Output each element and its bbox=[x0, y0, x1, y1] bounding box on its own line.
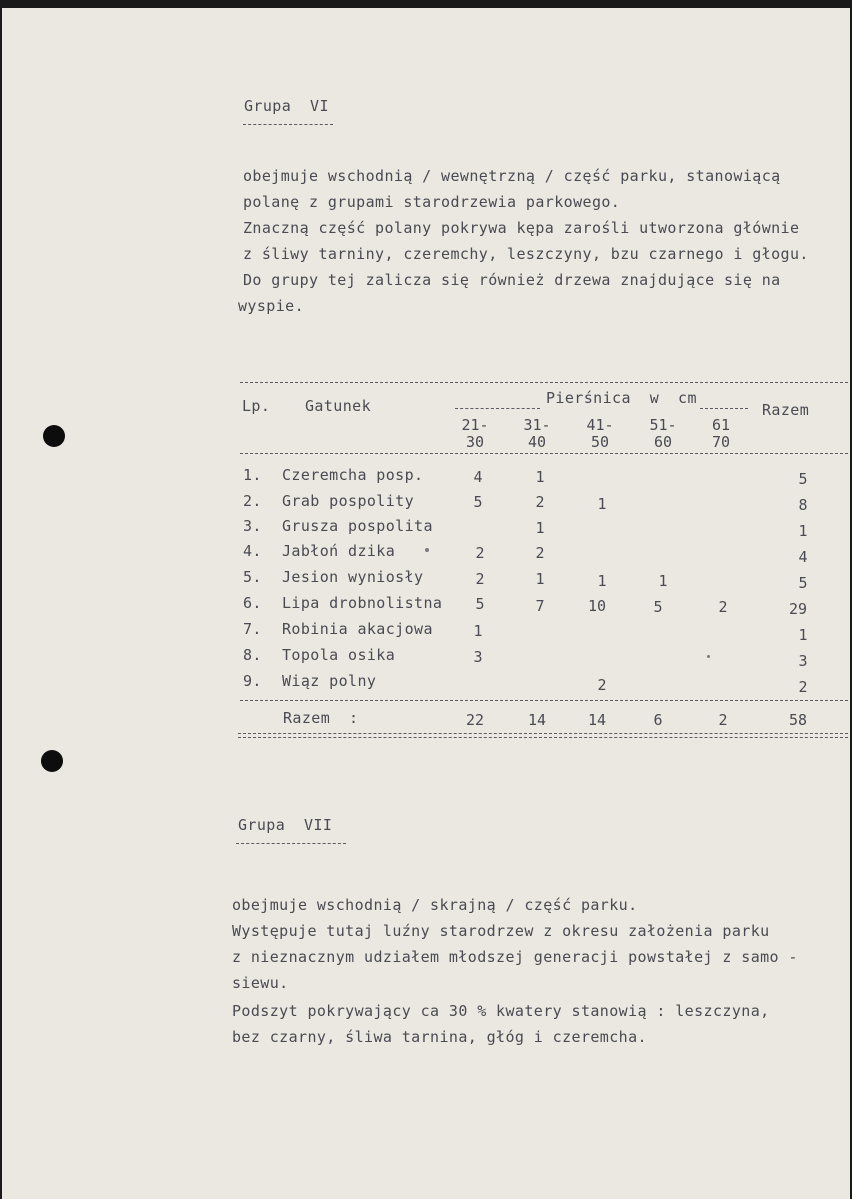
row-total: 2 bbox=[798, 678, 808, 696]
row-value: 7 bbox=[535, 597, 545, 615]
group7-line-5: Podszyt pokrywający ca 30 % kwatery stanowią : leszczyna, bbox=[232, 1002, 770, 1020]
group6-heading: Grupa VI bbox=[244, 97, 329, 115]
row-lp: 4. bbox=[243, 542, 262, 560]
ink-speck bbox=[707, 655, 710, 658]
ink-speck bbox=[425, 548, 429, 552]
row-value: 1 bbox=[473, 622, 483, 640]
row-value: 3 bbox=[473, 648, 483, 666]
row-value: 10 bbox=[587, 597, 607, 615]
totals-value: 14 bbox=[527, 711, 547, 729]
row-value: 4 bbox=[473, 468, 483, 486]
row-species: Wiąz polny bbox=[282, 672, 377, 690]
group6-line-2: polanę z grupami starodrzewia parkowego. bbox=[243, 193, 621, 211]
group6-heading-underline bbox=[243, 124, 333, 125]
totals-value: 22 bbox=[465, 711, 485, 729]
row-lp: 1. bbox=[243, 466, 262, 484]
scan-frame-top bbox=[0, 0, 852, 8]
punch-hole-top bbox=[43, 425, 65, 447]
group6-line-3: Znaczną część polany pokrywa kępa zarośli utworzona głównie bbox=[243, 219, 800, 237]
range-bottom-1: 30 bbox=[465, 433, 485, 451]
row-total: 1 bbox=[798, 522, 808, 540]
row-species: Jabłoń dzika bbox=[282, 542, 396, 560]
row-value: 2 bbox=[718, 598, 728, 616]
row-value: 2 bbox=[535, 493, 545, 511]
group7-line-6: bez czarny, śliwa tarnina, głóg i czeremcha. bbox=[232, 1028, 647, 1046]
range-top-1: 21- bbox=[461, 416, 489, 434]
range-top-4: 51- bbox=[649, 416, 677, 434]
row-value: 2 bbox=[475, 544, 485, 562]
table-header-gatunek: Gatunek bbox=[305, 397, 372, 415]
row-species: Robinia akacjowa bbox=[282, 620, 433, 638]
row-lp: 6. bbox=[243, 594, 262, 612]
row-value: 5 bbox=[475, 595, 485, 613]
table-header-razem: Razem bbox=[762, 401, 810, 419]
row-total: 1 bbox=[798, 626, 808, 644]
scan-frame-left bbox=[0, 0, 2, 1199]
group6-line-4: z śliwy tarniny, czeremchy, leszczyny, bzu czarnego i głogu. bbox=[243, 245, 809, 263]
row-species: Czeremcha posp. bbox=[282, 466, 424, 484]
table-totals-rule-top bbox=[240, 700, 848, 701]
row-lp: 8. bbox=[243, 646, 262, 664]
range-top-5: 61 bbox=[711, 416, 731, 434]
range-bottom-2: 40 bbox=[527, 433, 547, 451]
row-species: Jesion wyniosły bbox=[282, 568, 424, 586]
row-total: 8 bbox=[798, 496, 808, 514]
row-species: Lipa drobnolistna bbox=[282, 594, 443, 612]
row-lp: 7. bbox=[243, 620, 262, 638]
table-bottom-rule-double bbox=[238, 737, 848, 738]
totals-grand-total: 58 bbox=[788, 711, 808, 729]
totals-value: 2 bbox=[718, 711, 728, 729]
row-value: 1 bbox=[535, 570, 545, 588]
table-header-piersnica: Pierśnica w cm bbox=[546, 389, 697, 407]
row-value: 1 bbox=[597, 495, 607, 513]
row-value: 5 bbox=[473, 493, 483, 511]
row-value: 2 bbox=[535, 544, 545, 562]
row-species: Grusza pospolita bbox=[282, 517, 433, 535]
totals-value: 14 bbox=[587, 711, 607, 729]
totals-value: 6 bbox=[653, 711, 663, 729]
row-total: 5 bbox=[798, 470, 808, 488]
row-value: 1 bbox=[597, 572, 607, 590]
row-total: 4 bbox=[798, 548, 808, 566]
row-species: Topola osika bbox=[282, 646, 396, 664]
row-lp: 5. bbox=[243, 568, 262, 586]
table-header-rule bbox=[240, 453, 848, 454]
group7-heading-underline bbox=[236, 843, 346, 844]
row-value: 2 bbox=[597, 676, 607, 694]
row-lp: 3. bbox=[243, 517, 262, 535]
group7-line-3: z nieznacznym udziałem młodszej generacji powstałej z samo - bbox=[232, 948, 798, 966]
row-lp: 9. bbox=[243, 672, 262, 690]
range-bottom-5: 70 bbox=[711, 433, 731, 451]
group6-line-6: wyspie. bbox=[238, 297, 305, 315]
table-bottom-rule bbox=[238, 733, 848, 734]
group6-line-5: Do grupy tej zalicza się również drzewa znajdujące się na bbox=[243, 271, 781, 289]
group7-line-2: Występuje tutaj luźny starodrzew z okresu założenia parku bbox=[232, 922, 770, 940]
table-header-lp: Lp. bbox=[242, 397, 271, 415]
row-value: 1 bbox=[535, 519, 545, 537]
group7-line-1: obejmuje wschodnią / skrajną / część parku. bbox=[232, 896, 638, 914]
row-value: 2 bbox=[475, 570, 485, 588]
range-bottom-3: 50 bbox=[590, 433, 610, 451]
table-top-rule bbox=[240, 382, 848, 383]
totals-label: Razem : bbox=[283, 709, 359, 727]
group7-heading: Grupa VII bbox=[238, 816, 333, 834]
row-total: 29 bbox=[788, 600, 808, 618]
row-lp: 2. bbox=[243, 492, 262, 510]
row-total: 3 bbox=[798, 652, 808, 670]
piersnica-rule-left bbox=[455, 408, 540, 409]
row-total: 5 bbox=[798, 574, 808, 592]
row-species: Grab pospolity bbox=[282, 492, 415, 510]
range-top-3: 41- bbox=[586, 416, 614, 434]
range-top-2: 31- bbox=[523, 416, 551, 434]
group6-line-1: obejmuje wschodnią / wewnętrzną / część parku, stanowiącą bbox=[243, 167, 781, 185]
range-bottom-4: 60 bbox=[653, 433, 673, 451]
group7-line-4: siewu. bbox=[232, 974, 289, 992]
piersnica-rule-right bbox=[700, 408, 748, 409]
punch-hole-bottom bbox=[41, 750, 63, 772]
row-value: 5 bbox=[653, 598, 663, 616]
row-value: 1 bbox=[535, 468, 545, 486]
row-value: 1 bbox=[658, 572, 668, 590]
